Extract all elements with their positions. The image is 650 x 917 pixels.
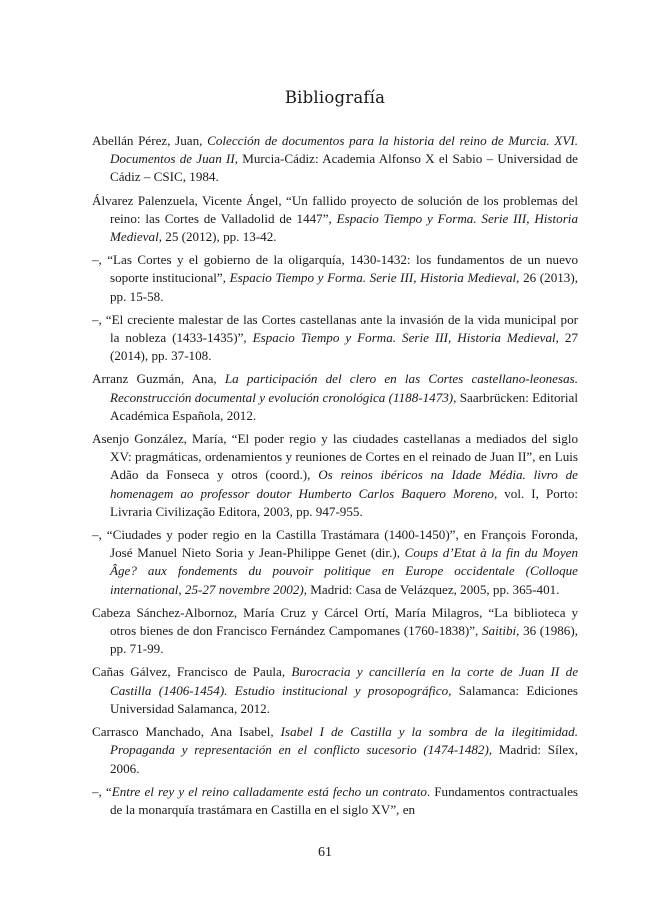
entry-text: , 25 (2012), pp. 13-42. bbox=[158, 229, 277, 245]
entry-title-italic: Espacio Tiempo y Forma. Serie III, Historia Medieval bbox=[229, 270, 517, 286]
page-number: 61 bbox=[318, 845, 332, 860]
bibliography-entry bbox=[92, 251, 578, 306]
bibliography-entry bbox=[92, 192, 578, 247]
entry-text: –, “El creciente malestar de las Cortes castellanas ante la invasión de la vida municipal por la nobleza (1433-1435)”, bbox=[92, 311, 578, 346]
entry-title-italic: Espacio Tiempo y Forma. Serie III, Historia Medieval bbox=[252, 330, 556, 346]
section-heading: Bibliografía bbox=[284, 88, 386, 107]
bibliography-entry bbox=[92, 663, 578, 718]
bibliography-entry bbox=[92, 783, 578, 819]
entry-text: –, “Ciudades y poder regio en la Castilla Trastámara (1400-1450)”, en François Foronda, José Manuel Nieto Soria y Jean-Philippe Genet (dir.), bbox=[92, 527, 578, 561]
entry-text: , vol. I, Porto: Livraria Civilização Editora, 2003, pp. 947-955. bbox=[110, 485, 579, 519]
entry-text: , Salamanca: Ediciones Universidad Salamanca, 2012. bbox=[110, 682, 578, 716]
entry-title-italic: La participación del clero en las Cortes castellano-leonesas. Reconstrucción documental y evolución cronológica (1188-1473) bbox=[110, 371, 578, 405]
bibliography-entry bbox=[92, 132, 578, 187]
entry-text: , 27 (2014), pp. 37-108. bbox=[110, 330, 578, 364]
entry-text: , Saarbrücken: Editorial Académica Española, 2012. bbox=[110, 389, 578, 423]
entry-title-italic: Coups d’Etat à la fin du Moyen Âge? aux fondements du pouvoir politique en Europe occidentale (Colloque international, 25-27 novembre 2002) bbox=[110, 545, 578, 597]
entry-text: Asenjo González, María, “El poder regio y las ciudades castellanas a mediados del siglo XV: pragmáticas, ordenamientos y reuniones de Cortes en el reinado de Juan II”, en Luis Adão da Fonseca y otros (coord.), bbox=[92, 431, 578, 483]
entry-text: –, “ bbox=[92, 783, 112, 799]
entry-title-italic: Saitibi bbox=[481, 623, 517, 639]
entry-text: Carrasco Manchado, Ana Isabel, bbox=[92, 724, 281, 740]
entry-text: , Madrid: Sílex, 2006. bbox=[110, 742, 578, 776]
bibliography-entry bbox=[92, 311, 578, 366]
entry-text: . Fundamentos contractuales de la monarquía trastámara en Castilla en el siglo XV”, en bbox=[110, 783, 578, 817]
entry-title-italic: Burocracia y cancillería en la corte de Juan II de Castilla (1406-1454). Estudio institucional y prosopográfico bbox=[110, 664, 579, 698]
entry-text: Cabeza Sánchez-Albornoz, María Cruz y Cárcel Ortí, María Milagros, “La biblioteca y otros bienes de don Francisco Fernández Campomanes (1760-1838)”, bbox=[92, 604, 578, 639]
entry-text: , 36 (1986), pp. 71-99. bbox=[110, 623, 578, 657]
entry-text: , Madrid: Casa de Velázquez, 2005, pp. 365-401. bbox=[303, 581, 560, 597]
bibliography-entry bbox=[92, 604, 578, 659]
entry-title-italic: Isabel I de Castilla y la sombra de la ilegitimidad. Propaganda y representación en el conflicto sucesorio (1474-1482) bbox=[110, 724, 578, 758]
entry-text: Cañas Gálvez, Francisco de Paula, bbox=[92, 664, 292, 680]
entry-title-italic: Espacio Tiempo y Forma. Serie III, Historia Medieval bbox=[110, 210, 578, 245]
entry-text: , 26 (2013), pp. 15-58. bbox=[110, 270, 578, 304]
bibliography-list bbox=[92, 132, 578, 819]
entry-title-italic: Colección de documentos para la historia del reino de Murcia. XVI. Documentos de Juan II bbox=[110, 133, 578, 167]
entry-title-italic: Entre el rey y el reino calladamente está fecho un contrato bbox=[111, 783, 427, 799]
entry-text: , Murcia-Cádiz: Academia Alfonso X el Sabio – Universidad de Cádiz – CSIC, 1984. bbox=[110, 151, 578, 185]
bibliography-entry bbox=[92, 526, 578, 599]
entry-title-italic: Os reinos ibéricos na Idade Média. livro de homenagem ao professor doutor Humberto Carlos Baquero Moreno bbox=[110, 467, 578, 501]
entry-text: Álvarez Palenzuela, Vicente Ángel, “Un fallido proyecto de solución de los problemas del reino: las Cortes de Valladolid de 1447”, bbox=[92, 192, 578, 226]
bibliography-entry bbox=[92, 723, 578, 778]
bibliography-entry bbox=[92, 370, 578, 425]
entry-text: Arranz Guzmán, Ana, bbox=[92, 371, 225, 387]
bibliography-entry bbox=[92, 430, 578, 521]
entry-text: –, “Las Cortes y el gobierno de la oligarquía, 1430-1432: los fundamentos de un nuevo soporte institucional”, bbox=[92, 252, 578, 286]
entry-text: Abellán Pérez, Juan, bbox=[92, 133, 208, 148]
